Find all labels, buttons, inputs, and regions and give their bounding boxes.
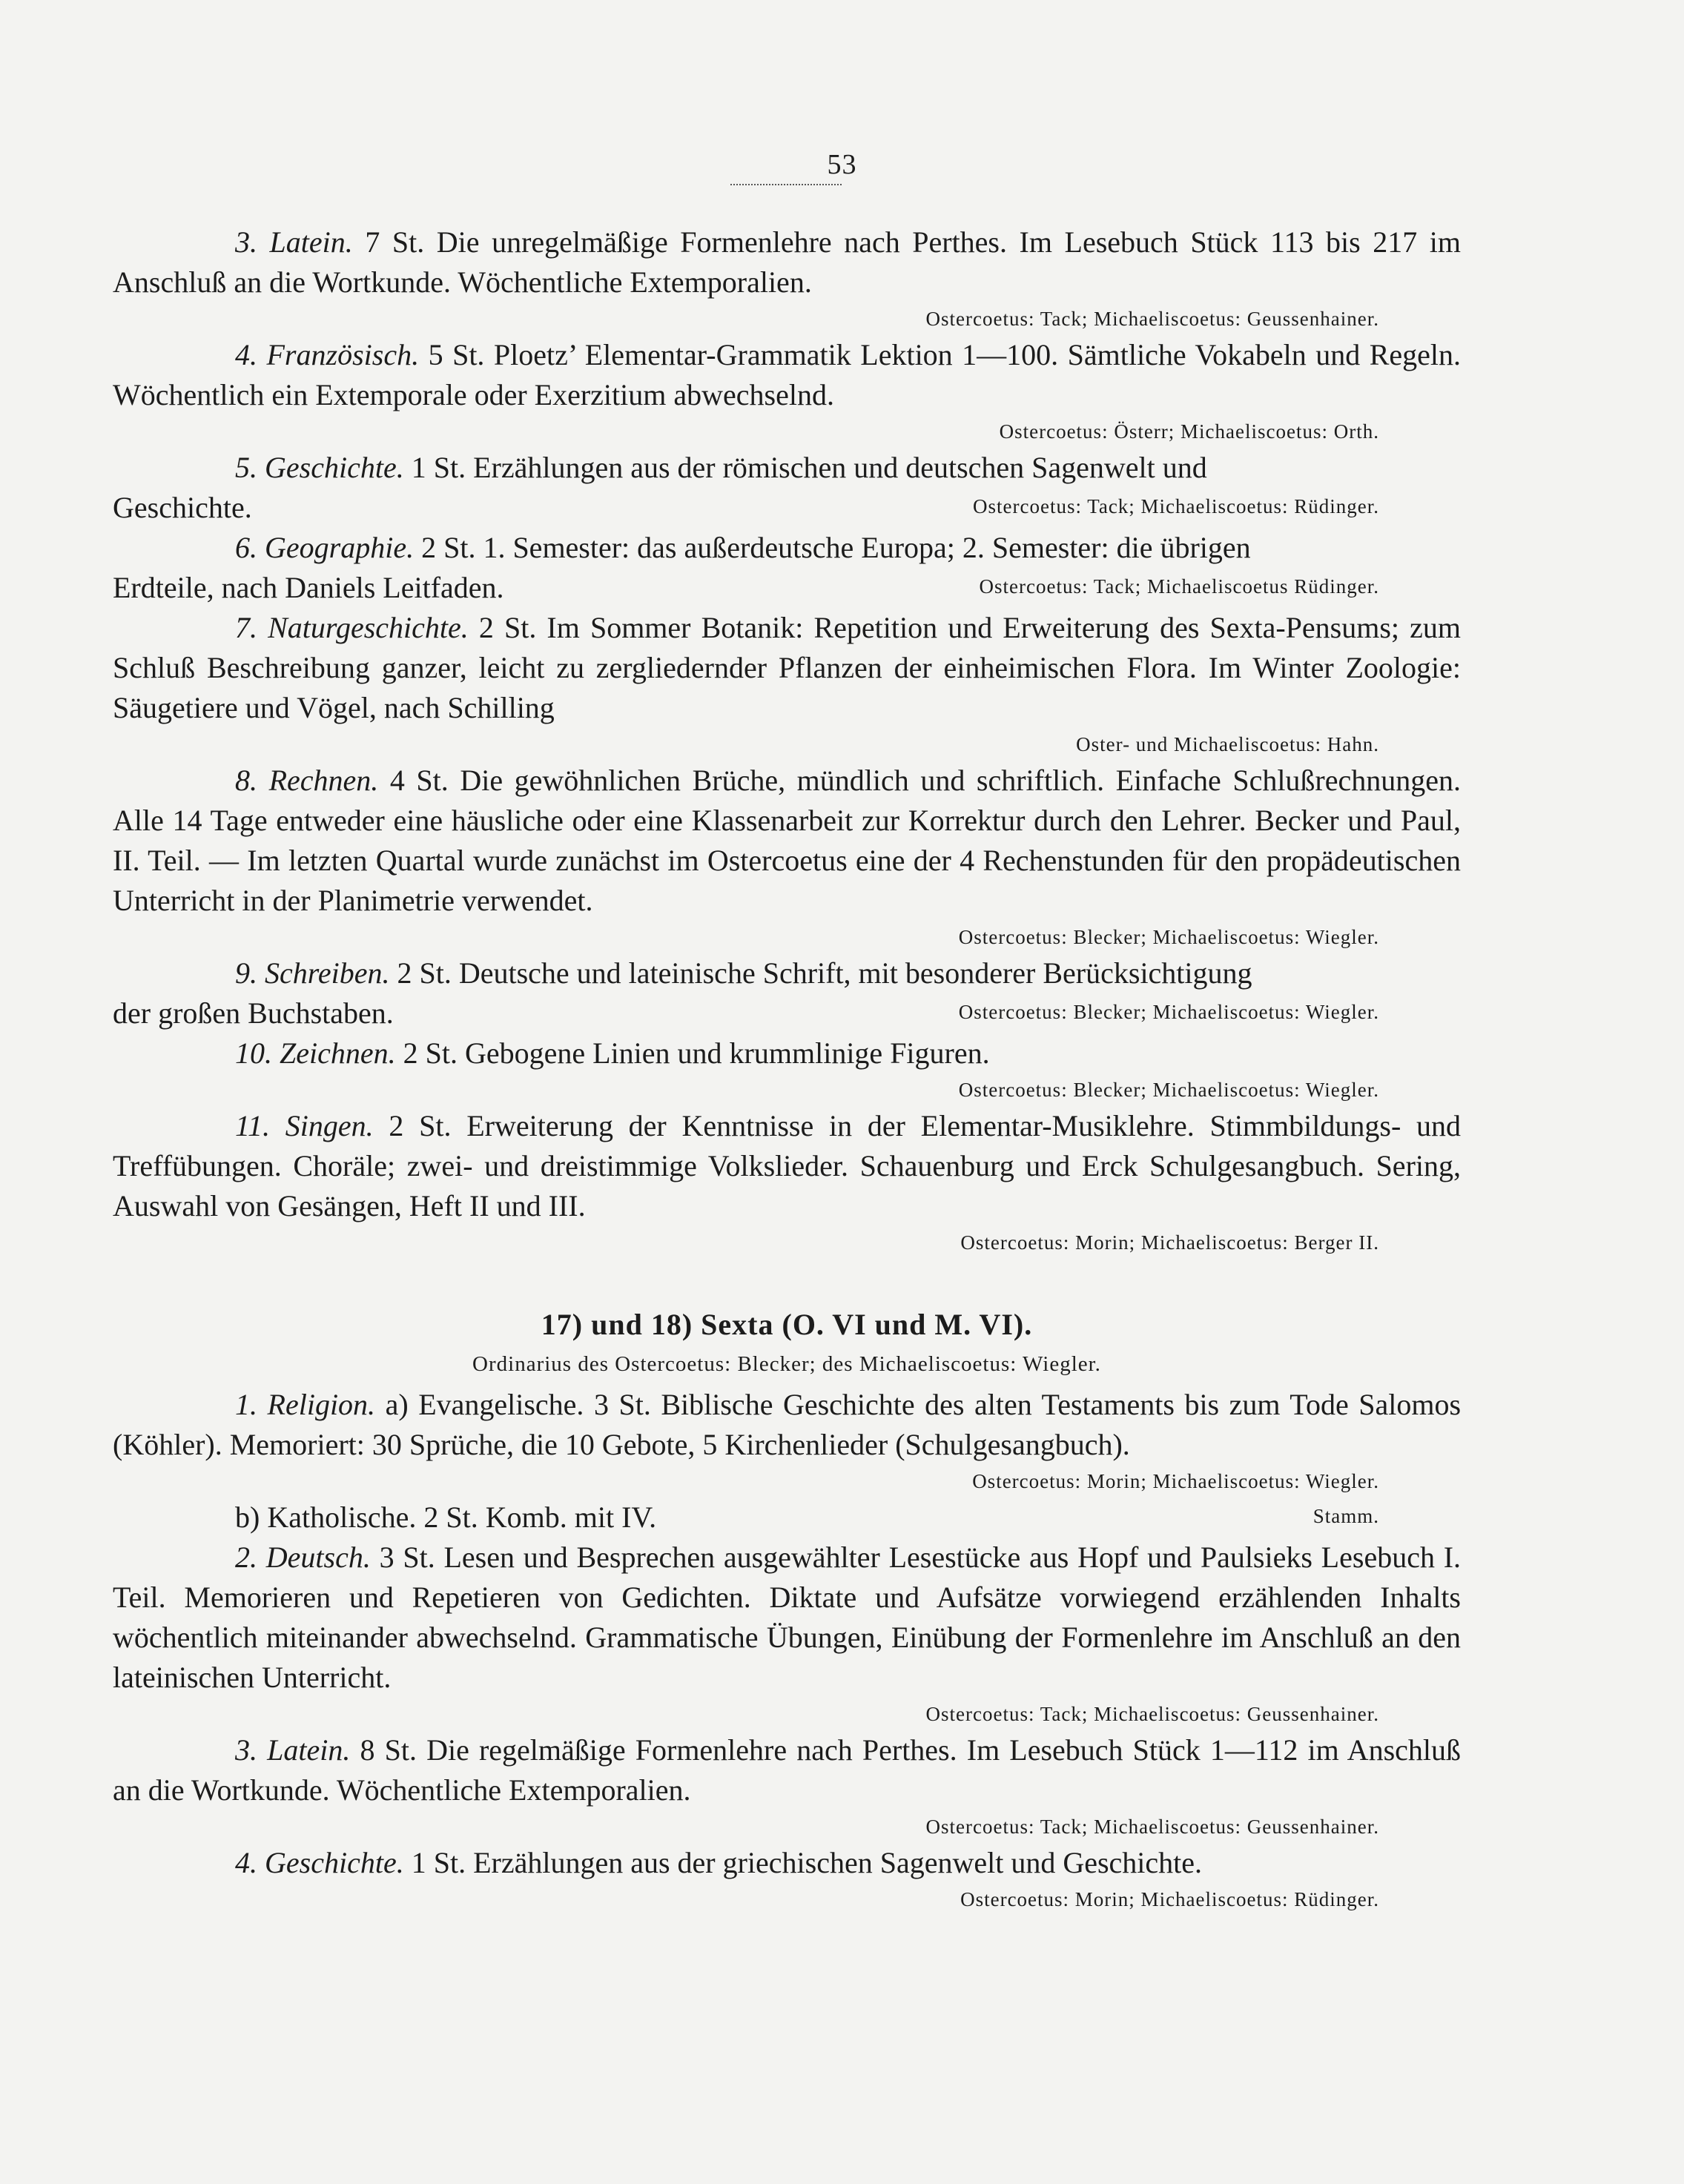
section-religion-katholisch: b) Katholische. 2 St. Komb. mit IV. Stamm.	[235, 1500, 1379, 1534]
teacher-line: Ostercoetus: Österr; Michaeliscoetus: Orth.	[999, 420, 1379, 443]
section-tail-row: Geschichte. Ostercoetus: Tack; Michaeliscoetus: Rüdinger.	[113, 491, 1379, 524]
teacher-line: Ostercoetus: Blecker; Michaeliscoetus: Wiegler.	[958, 1001, 1379, 1023]
section-deutsch: 2. Deutsch. 3 St. Lesen und Besprechen ausgewählter Lesestücke aus Hopf und Paulsieks Lesebuch I. Teil. Memorieren und Repetieren von Gedichten. Diktate und Aufsätze vorwiegend erzählenden Inhalts wöchentlich miteinander abwechselnd. Grammatische Übungen, Einübung der Formenlehre im Anschluß an den lateinischen Unterricht.	[113, 1541, 1462, 1694]
section-franzoesisch: 4. Französisch. 5 St. Ploetz’ Elementar-Grammatik Lektion 1—100. Sämtliche Vokabeln und Regeln. Wöchentlich ein Extemporale oder Exerzitium abwechselnd.	[113, 338, 1462, 411]
section-rechnen: 8. Rechnen. 4 St. Die gewöhnlichen Brüche, mündlich und schriftlich. Einfache Schlußrechnungen. Alle 14 Tage entweder eine häusliche oder eine Klassenarbeit zur Korrektur durch den Lehrer. Becker und Paul, II. Teil. — Im letzten Quartal wurde zunächst im Ostercoetus eine der 4 Rechenstunden für den propädeutischen Unterricht in der Planimetrie verwendet.	[113, 764, 1462, 917]
subject-label: Naturgeschichte.	[268, 611, 469, 644]
teacher-line: Ostercoetus: Tack; Michaeliscoetus Rüdinger.	[979, 575, 1379, 598]
teacher-line: Ostercoetus: Morin; Michaeliscoetus: Wiegler.	[972, 1470, 1379, 1492]
teacher-line: Ostercoetus: Tack; Michaeliscoetus: Geussenhainer.	[925, 308, 1379, 330]
section-zeichnen: 10. Zeichnen. 2 St. Gebogene Linien und krummlinige Figuren.	[235, 1036, 990, 1070]
teacher-line: Ostercoetus: Tack; Michaeliscoetus: Geussenhainer.	[925, 1816, 1379, 1838]
subject-label: Latein.	[269, 225, 353, 259]
teacher-line: Ostercoetus: Tack; Michaeliscoetus: Geussenhainer.	[925, 1703, 1379, 1725]
section-tail-row: der großen Buchstaben. Ostercoetus: Blecker; Michaeliscoetus: Wiegler.	[113, 996, 1379, 1030]
section-geographie: 6. Geographie. 2 St. 1. Semester: das außerdeutsche Europa; 2. Semester: die übrigen	[235, 531, 1251, 564]
ordinarius-line: Ordinarius des Ostercoetus: Blecker; des Michaeliscoetus: Wiegler.	[472, 1352, 1101, 1376]
subject-label: Schreiben.	[265, 956, 390, 990]
subject-label: Französisch.	[266, 338, 420, 371]
section-geschichte-bottom: 4. Geschichte. 1 St. Erzählungen aus der griechischen Sagenwelt und Geschichte.	[235, 1846, 1203, 1879]
section-latein-bottom: 3. Latein. 8 St. Die regelmäßige Formenlehre nach Perthes. Im Lesebuch Stück 1—112 im Anschluß an die Wortkunde. Wöchentliche Extemporalien.	[113, 1733, 1462, 1807]
subject-label: Latein.	[267, 1733, 351, 1767]
section-naturgeschichte: 7. Naturgeschichte. 2 St. Im Sommer Botanik: Repetition und Erweiterung des Sexta-Pensums; zum Schluß Beschreibung ganzer, leicht zu zergliedernder Pflanzen der einheimischen Flora. Im Winter Zoologie: Säugetiere und Vögel, nach Schilling	[113, 611, 1461, 724]
section-geschichte-top: 5. Geschichte. 1 St. Erzählungen aus der römischen und deutschen Sagenwelt und	[235, 451, 1207, 484]
subject-label: Rechnen.	[268, 764, 379, 797]
section-latein-top: 3. Latein. 7 St. Die unregelmäßige Formenlehre nach Perthes. Im Lesebuch Stück 113 bis 217 im Anschluß an die Wortkunde. Wöchentliche Extemporalien.	[113, 225, 1462, 299]
teacher-line: Ostercoetus: Morin; Michaeliscoetus: Berger II.	[960, 1231, 1379, 1254]
teacher-line: Ostercoetus: Blecker; Michaeliscoetus: Wiegler.	[958, 1079, 1379, 1101]
teacher-line: Ostercoetus: Morin; Michaeliscoetus: Rüdinger.	[960, 1888, 1379, 1910]
teacher-line: Oster- und Michaeliscoetus: Hahn.	[1076, 733, 1379, 755]
teacher-line: Ostercoetus: Blecker; Michaeliscoetus: Wiegler.	[958, 926, 1379, 948]
section-tail-row: Erdteile, nach Daniels Leitfaden. Ostercoetus: Tack; Michaeliscoetus Rüdinger.	[113, 571, 1379, 604]
class-heading: 17) und 18) Sexta (O. VI und M. VI).	[541, 1308, 1033, 1341]
section-schreiben: 9. Schreiben. 2 St. Deutsche und lateinische Schrift, mit besonderer Berücksichtigung	[235, 956, 1252, 990]
subject-label: Religion.	[267, 1388, 376, 1421]
subject-label: Geschichte.	[265, 1846, 404, 1879]
subject-label: Zeichnen.	[280, 1036, 396, 1070]
page-number-underline	[730, 184, 842, 185]
teacher-line: Stamm.	[1312, 1505, 1379, 1527]
page-number: 53	[827, 149, 857, 180]
teacher-line: Ostercoetus: Tack; Michaeliscoetus: Rüdinger.	[973, 495, 1379, 517]
subject-label: Deutsch.	[265, 1541, 371, 1574]
subject-label: Singen.	[285, 1109, 374, 1142]
top-sections	[113, 222, 1461, 1916]
subject-label: Geographie.	[265, 531, 415, 564]
section-religion: 1. Religion. a) Evangelische. 3 St. Biblische Geschichte des alten Testaments bis zum Tode Salomos (Köhler). Memoriert: 30 Sprüche, die 10 Gebote, 5 Kirchenlieder (Schulgesangbuch).	[113, 1388, 1462, 1461]
section-singen: 11. Singen. 2 St. Erweiterung der Kenntnisse in der Elementar-Musiklehre. Stimmbildungs- und Treffübungen. Choräle; zwei- und dreistimmige Volkslieder. Schauenburg und Erck Schulgesangbuch. Sering, Auswahl von Gesängen, Heft II und III.	[113, 1109, 1462, 1222]
subject-label: Geschichte.	[265, 451, 404, 484]
